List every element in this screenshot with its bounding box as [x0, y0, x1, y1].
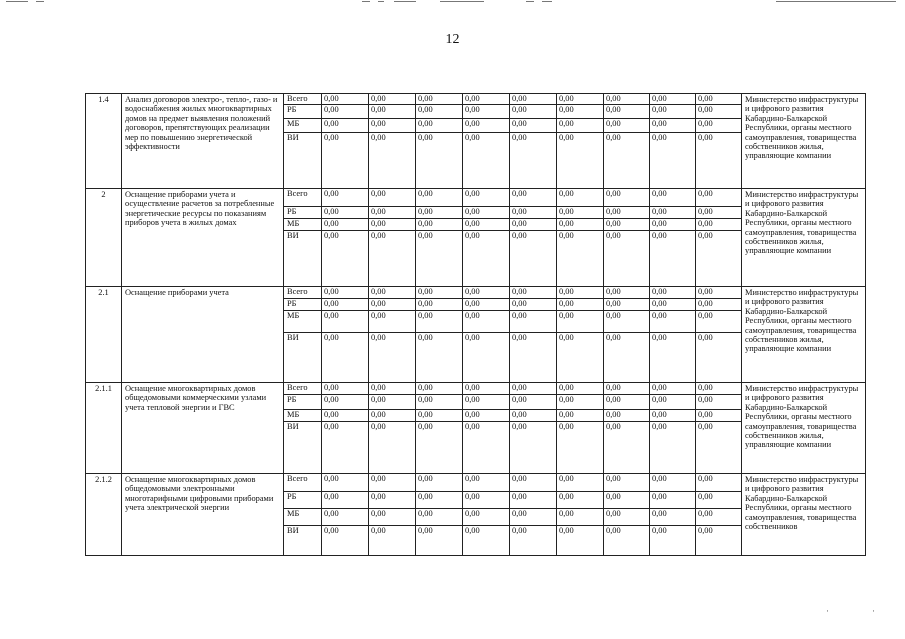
amount-cell: 0,00 — [510, 422, 557, 474]
responsible-executors: Министерство инфраструктуры и цифрового развития Кабардино-Балкарской Республики, органы местного самоуправления, товарищества собственников жилья, управляющие компании — [742, 189, 866, 287]
amount-cell: 0,00 — [416, 422, 463, 474]
amount-cell: 0,00 — [416, 189, 463, 207]
amount-cell: 0,00 — [416, 311, 463, 333]
table-row — [86, 287, 866, 299]
amount-cell: 0,00 — [322, 410, 369, 422]
amount-cell: 0,00 — [604, 526, 650, 556]
amount-cell: 0,00 — [604, 395, 650, 410]
amount-cell: 0,00 — [510, 526, 557, 556]
amount-cell: 0,00 — [369, 333, 416, 383]
amount-cell: 0,00 — [604, 119, 650, 133]
amount-cell: 0,00 — [416, 119, 463, 133]
amount-cell: 0,00 — [369, 105, 416, 119]
table-row — [86, 189, 866, 207]
scan-artifact: · — [826, 606, 829, 616]
amount-cell: 0,00 — [604, 207, 650, 219]
amount-cell: 0,00 — [510, 311, 557, 333]
amount-cell: 0,00 — [463, 133, 510, 189]
amount-cell: 0,00 — [463, 492, 510, 509]
measure-name: Оснащение многоквартирных домов общедомовыми коммерческими узлами учета тепловой энергии и ГВС — [122, 383, 284, 474]
amount-cell: 0,00 — [322, 474, 369, 492]
amount-cell: 0,00 — [322, 526, 369, 556]
scan-artifact — [394, 1, 416, 2]
amount-cell: 0,00 — [696, 119, 742, 133]
amount-cell: 0,00 — [604, 133, 650, 189]
amount-cell: 0,00 — [322, 207, 369, 219]
amount-cell: 0,00 — [650, 395, 696, 410]
amount-cell: 0,00 — [650, 287, 696, 299]
scan-artifact — [526, 1, 534, 2]
amount-cell: 0,00 — [322, 219, 369, 231]
amount-cell: 0,00 — [369, 311, 416, 333]
amount-cell: 0,00 — [650, 119, 696, 133]
funding-source: РБ — [284, 395, 322, 410]
amount-cell: 0,00 — [463, 311, 510, 333]
amount-cell: 0,00 — [416, 492, 463, 509]
amount-cell: 0,00 — [369, 299, 416, 311]
amount-cell: 0,00 — [604, 474, 650, 492]
amount-cell: 0,00 — [604, 231, 650, 287]
funding-source: Всего — [284, 287, 322, 299]
scan-artifact — [440, 1, 484, 2]
funding-source: Всего — [284, 474, 322, 492]
amount-cell: 0,00 — [322, 509, 369, 526]
amount-cell: 0,00 — [557, 119, 604, 133]
amount-cell: 0,00 — [510, 299, 557, 311]
scan-artifact — [6, 1, 28, 2]
measure-name: Анализ договоров электро-, тепло-, газо- и водоснабжения жилых многоквартирных домов на предмет выявления положений договоров, препятствующих реализации мер по повышению энергетической эффективности — [122, 94, 284, 189]
responsible-executors: Министерство инфраструктуры и цифрового развития Кабардино-Балкарской Республики, органы местного самоуправления, товарищества собственников жилья, управляющие компании — [742, 94, 866, 189]
amount-cell: 0,00 — [604, 333, 650, 383]
amount-cell: 0,00 — [510, 231, 557, 287]
amount-cell: 0,00 — [557, 474, 604, 492]
amount-cell: 0,00 — [322, 133, 369, 189]
amount-cell: 0,00 — [510, 474, 557, 492]
funding-source: МБ — [284, 509, 322, 526]
funding-source: РБ — [284, 299, 322, 311]
amount-cell: 0,00 — [557, 422, 604, 474]
table-row — [86, 94, 866, 105]
amount-cell: 0,00 — [369, 492, 416, 509]
amount-cell: 0,00 — [650, 410, 696, 422]
amount-cell: 0,00 — [416, 94, 463, 105]
amount-cell: 0,00 — [463, 231, 510, 287]
funding-source: РБ — [284, 105, 322, 119]
amount-cell: 0,00 — [650, 231, 696, 287]
amount-cell: 0,00 — [463, 333, 510, 383]
amount-cell: 0,00 — [696, 299, 742, 311]
amount-cell: 0,00 — [416, 231, 463, 287]
amount-cell: 0,00 — [369, 119, 416, 133]
amount-cell: 0,00 — [463, 410, 510, 422]
amount-cell: 0,00 — [322, 311, 369, 333]
amount-cell: 0,00 — [510, 492, 557, 509]
amount-cell: 0,00 — [322, 231, 369, 287]
amount-cell: 0,00 — [416, 474, 463, 492]
amount-cell: 0,00 — [463, 119, 510, 133]
amount-cell: 0,00 — [696, 219, 742, 231]
amount-cell: 0,00 — [557, 410, 604, 422]
amount-cell: 0,00 — [416, 219, 463, 231]
funding-source: ВИ — [284, 231, 322, 287]
amount-cell: 0,00 — [696, 311, 742, 333]
amount-cell: 0,00 — [369, 474, 416, 492]
amount-cell: 0,00 — [604, 94, 650, 105]
amount-cell: 0,00 — [557, 231, 604, 287]
amount-cell: 0,00 — [604, 422, 650, 474]
row-number: 2.1.2 — [86, 474, 122, 556]
amount-cell: 0,00 — [510, 94, 557, 105]
amount-cell: 0,00 — [696, 383, 742, 395]
amount-cell: 0,00 — [463, 219, 510, 231]
amount-cell: 0,00 — [557, 311, 604, 333]
amount-cell: 0,00 — [463, 509, 510, 526]
amount-cell: 0,00 — [322, 119, 369, 133]
amount-cell: 0,00 — [322, 299, 369, 311]
amount-cell: 0,00 — [557, 287, 604, 299]
amount-cell: 0,00 — [369, 189, 416, 207]
amount-cell: 0,00 — [322, 395, 369, 410]
amount-cell: 0,00 — [322, 105, 369, 119]
amount-cell: 0,00 — [650, 422, 696, 474]
table-row — [86, 474, 866, 492]
measure-name: Оснащение приборами учета — [122, 287, 284, 383]
amount-cell: 0,00 — [557, 105, 604, 119]
amount-cell: 0,00 — [416, 526, 463, 556]
amount-cell: 0,00 — [650, 207, 696, 219]
table-row — [86, 383, 866, 395]
amount-cell: 0,00 — [557, 395, 604, 410]
scan-artifact — [378, 1, 384, 2]
amount-cell: 0,00 — [604, 492, 650, 509]
amount-cell: 0,00 — [416, 395, 463, 410]
amount-cell: 0,00 — [557, 219, 604, 231]
amount-cell: 0,00 — [557, 509, 604, 526]
amount-cell: 0,00 — [604, 509, 650, 526]
amount-cell: 0,00 — [369, 395, 416, 410]
amount-cell: 0,00 — [322, 422, 369, 474]
amount-cell: 0,00 — [510, 119, 557, 133]
amount-cell: 0,00 — [369, 410, 416, 422]
amount-cell: 0,00 — [604, 410, 650, 422]
amount-cell: 0,00 — [416, 105, 463, 119]
scan-artifact: · — [872, 606, 875, 616]
amount-cell: 0,00 — [510, 207, 557, 219]
amount-cell: 0,00 — [463, 287, 510, 299]
amount-cell: 0,00 — [322, 287, 369, 299]
row-number: 1.4 — [86, 94, 122, 189]
amount-cell: 0,00 — [463, 105, 510, 119]
amount-cell: 0,00 — [463, 526, 510, 556]
row-number: 2 — [86, 189, 122, 287]
amount-cell: 0,00 — [696, 207, 742, 219]
funding-source: Всего — [284, 189, 322, 207]
funding-source: РБ — [284, 492, 322, 509]
amount-cell: 0,00 — [650, 311, 696, 333]
measure-name: Оснащение приборами учета и осуществление расчетов за потребленные энергетические ресурсы по показаниям приборов учета в жилых домах — [122, 189, 284, 287]
amount-cell: 0,00 — [369, 422, 416, 474]
funding-source: МБ — [284, 119, 322, 133]
amount-cell: 0,00 — [650, 509, 696, 526]
amount-cell: 0,00 — [463, 395, 510, 410]
funding-source: МБ — [284, 219, 322, 231]
amount-cell: 0,00 — [696, 133, 742, 189]
amount-cell: 0,00 — [650, 189, 696, 207]
amount-cell: 0,00 — [369, 219, 416, 231]
amount-cell: 0,00 — [510, 105, 557, 119]
responsible-executors: Министерство инфраструктуры и цифрового развития Кабардино-Балкарской Республики, органы местного самоуправления, товарищества собственников жилья, управляющие компании — [742, 287, 866, 383]
amount-cell: 0,00 — [463, 383, 510, 395]
row-number: 2.1.1 — [86, 383, 122, 474]
amount-cell: 0,00 — [696, 231, 742, 287]
amount-cell: 0,00 — [696, 105, 742, 119]
amount-cell: 0,00 — [557, 133, 604, 189]
amount-cell: 0,00 — [369, 287, 416, 299]
amount-cell: 0,00 — [369, 383, 416, 395]
amount-cell: 0,00 — [463, 207, 510, 219]
amount-cell: 0,00 — [696, 94, 742, 105]
scan-artifact — [776, 1, 896, 2]
amount-cell: 0,00 — [510, 333, 557, 383]
amount-cell: 0,00 — [604, 219, 650, 231]
amount-cell: 0,00 — [650, 526, 696, 556]
amount-cell: 0,00 — [510, 287, 557, 299]
amount-cell: 0,00 — [557, 383, 604, 395]
amount-cell: 0,00 — [650, 105, 696, 119]
amount-cell: 0,00 — [650, 94, 696, 105]
amount-cell: 0,00 — [696, 395, 742, 410]
amount-cell: 0,00 — [557, 94, 604, 105]
amount-cell: 0,00 — [369, 231, 416, 287]
amount-cell: 0,00 — [650, 333, 696, 383]
amount-cell: 0,00 — [650, 133, 696, 189]
funding-source: МБ — [284, 410, 322, 422]
amount-cell: 0,00 — [604, 189, 650, 207]
amount-cell: 0,00 — [696, 333, 742, 383]
amount-cell: 0,00 — [696, 526, 742, 556]
amount-cell: 0,00 — [604, 299, 650, 311]
funding-source: ВИ — [284, 333, 322, 383]
responsible-executors: Министерство инфраструктуры и цифрового развития Кабардино-Балкарской Республики, органы местного самоуправления, товарищества собственников — [742, 474, 866, 556]
amount-cell: 0,00 — [369, 133, 416, 189]
amount-cell: 0,00 — [696, 474, 742, 492]
measure-name: Оснащение многоквартирных домов общедомовыми электронными многотарифными цифровыми приборами учета электрической энергии — [122, 474, 284, 556]
amount-cell: 0,00 — [510, 395, 557, 410]
amount-cell: 0,00 — [463, 474, 510, 492]
amount-cell: 0,00 — [369, 207, 416, 219]
amount-cell: 0,00 — [557, 526, 604, 556]
amount-cell: 0,00 — [322, 492, 369, 509]
funding-source: Всего — [284, 383, 322, 395]
funding-source: МБ — [284, 311, 322, 333]
amount-cell: 0,00 — [696, 422, 742, 474]
row-number: 2.1 — [86, 287, 122, 383]
amount-cell: 0,00 — [696, 492, 742, 509]
amount-cell: 0,00 — [696, 287, 742, 299]
scan-artifact — [362, 1, 370, 2]
amount-cell: 0,00 — [557, 207, 604, 219]
amount-cell: 0,00 — [463, 299, 510, 311]
funding-source: ВИ — [284, 133, 322, 189]
scan-artifact — [542, 1, 552, 2]
amount-cell: 0,00 — [510, 383, 557, 395]
amount-cell: 0,00 — [416, 383, 463, 395]
amount-cell: 0,00 — [604, 311, 650, 333]
funding-source: Всего — [284, 94, 322, 105]
amount-cell: 0,00 — [369, 94, 416, 105]
scan-artifact — [36, 1, 44, 2]
funding-source: ВИ — [284, 526, 322, 556]
amount-cell: 0,00 — [510, 509, 557, 526]
amount-cell: 0,00 — [557, 333, 604, 383]
amount-cell: 0,00 — [322, 189, 369, 207]
amount-cell: 0,00 — [650, 492, 696, 509]
amount-cell: 0,00 — [369, 526, 416, 556]
funding-source: ВИ — [284, 422, 322, 474]
amount-cell: 0,00 — [510, 219, 557, 231]
amount-cell: 0,00 — [369, 509, 416, 526]
page-number: 12 — [445, 32, 460, 47]
amount-cell: 0,00 — [416, 299, 463, 311]
amount-cell: 0,00 — [416, 287, 463, 299]
amount-cell: 0,00 — [650, 299, 696, 311]
amount-cell: 0,00 — [463, 94, 510, 105]
amount-cell: 0,00 — [322, 383, 369, 395]
amount-cell: 0,00 — [463, 422, 510, 474]
amount-cell: 0,00 — [416, 509, 463, 526]
amount-cell: 0,00 — [510, 189, 557, 207]
amount-cell: 0,00 — [696, 509, 742, 526]
amount-cell: 0,00 — [696, 189, 742, 207]
funding-source: РБ — [284, 207, 322, 219]
amount-cell: 0,00 — [510, 133, 557, 189]
amount-cell: 0,00 — [604, 287, 650, 299]
amount-cell: 0,00 — [463, 189, 510, 207]
amount-cell: 0,00 — [557, 492, 604, 509]
amount-cell: 0,00 — [557, 189, 604, 207]
amount-cell: 0,00 — [604, 383, 650, 395]
amount-cell: 0,00 — [416, 207, 463, 219]
program-table — [85, 93, 866, 556]
amount-cell: 0,00 — [322, 333, 369, 383]
amount-cell: 0,00 — [650, 219, 696, 231]
responsible-executors: Министерство инфраструктуры и цифрового развития Кабардино-Балкарской Республики, органы местного самоуправления, товарищества собственников жилья, управляющие компании — [742, 383, 866, 474]
amount-cell: 0,00 — [650, 474, 696, 492]
amount-cell: 0,00 — [322, 94, 369, 105]
amount-cell: 0,00 — [604, 105, 650, 119]
amount-cell: 0,00 — [696, 410, 742, 422]
amount-cell: 0,00 — [416, 333, 463, 383]
amount-cell: 0,00 — [416, 410, 463, 422]
amount-cell: 0,00 — [557, 299, 604, 311]
amount-cell: 0,00 — [416, 133, 463, 189]
amount-cell: 0,00 — [650, 383, 696, 395]
amount-cell: 0,00 — [510, 410, 557, 422]
